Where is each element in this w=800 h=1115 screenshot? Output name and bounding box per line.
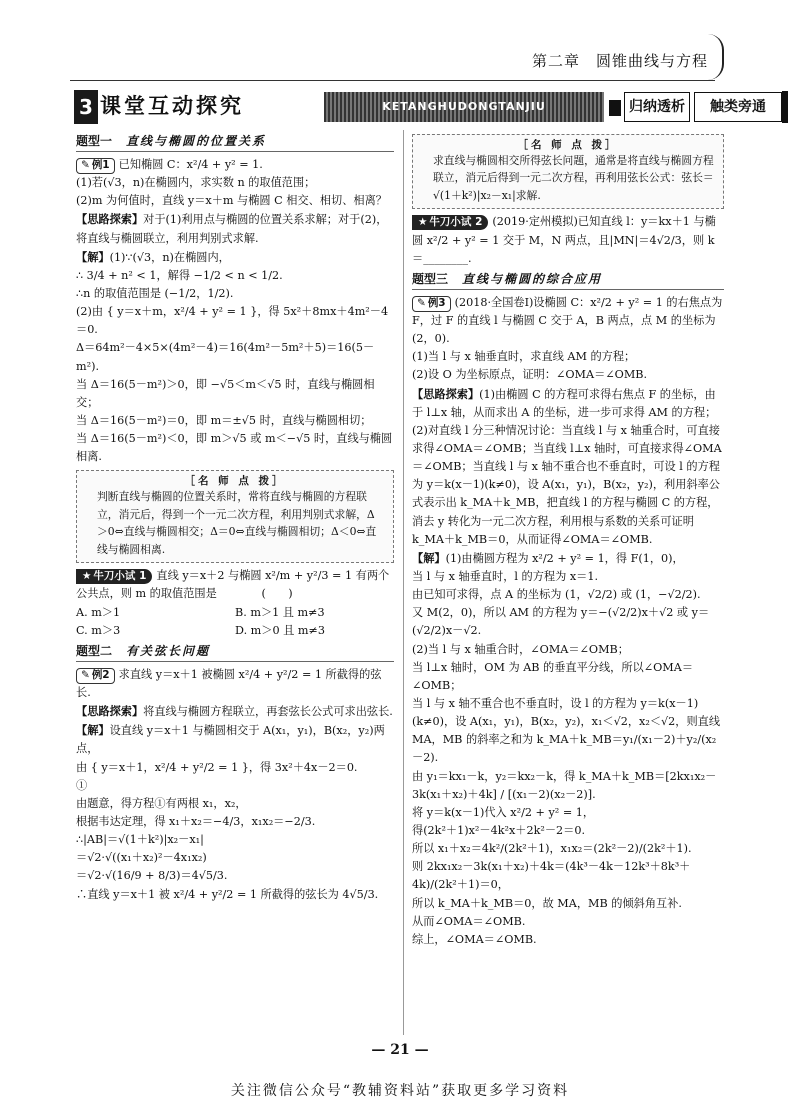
example-label: ✎ 例3	[412, 296, 451, 312]
solution-line: 从而∠OMA＝∠OMB.	[412, 914, 526, 928]
solution-line: 将 y＝k(x－1)代入 x²/2 + y² = 1，	[412, 805, 595, 819]
section-banner	[74, 90, 766, 124]
solution-line: 由 y₁＝kx₁－k，y₂＝kx₂－k，得 k_MA＋k_MB＝[2kx₁x₂－3k(x₁＋x₂)＋4k] / [(x₁－2)(x₂－2)].	[412, 769, 717, 801]
solution-label: 【解】	[76, 723, 110, 738]
solution-line: 又 M(2，0)，所以 AM 的方程为 y＝−(√2/2)x＋√2 或 y＝(√2/2)x－√2.	[412, 606, 710, 638]
solution-line: 得(2k²＋1)x²－4k²x＋2k²－2＝0.	[412, 823, 586, 837]
section-heading-2	[76, 642, 394, 662]
note-heading: ［名 师 点 拨］	[184, 475, 286, 488]
solution-line: ＝√2·√(16/9 + 8/3)＝4√5/3.	[76, 869, 228, 883]
note-heading: ［名 师 点 拨］	[517, 139, 619, 151]
section-tag: 题型一	[76, 134, 113, 148]
solution-line: ＝√2·√((x₁＋x₂)²－4x₁x₂)	[76, 851, 207, 865]
solution-line: ∴ 3/4 + n² < 1，解得 −1/2 < n < 1/2.	[76, 268, 283, 282]
solution-line: 由题意，得方程①有两根 x₁，x₂，	[76, 796, 247, 810]
practice-question: 直线 y＝x＋2 与椭圆 x²/m + y²/3 = 1 有两个公共点，则 m 的取值范围是 ( )	[76, 569, 390, 601]
solution-line: 由 { y＝x＋1，x²/4 + y²/2 = 1 }，得 3x²＋4x－2＝0. ①	[76, 760, 392, 792]
solution-label: 【解】	[412, 550, 446, 565]
footer-note: 关注微信公众号“教辅资料站”获取更多学习资料	[230, 1083, 570, 1099]
solution-line: ∴直线 y＝x＋1 被 x²/4 + y²/2 = 1 所截得的弦长为 4√5/3.	[76, 887, 379, 901]
note-text: 求直线与椭圆相交所得弦长问题，通常是将直线与椭圆方程联立，消元后得到一元二次方程，再利用弦长公式：弦长＝√(1＋k²)|x₂－x₁|求解.	[433, 154, 714, 202]
solution-line: 当 Δ＝16(5－m²)＜0，即 m＞√5 或 m＜−√5 时，直线与椭圆相离.	[76, 432, 393, 464]
solution-line: 由已知可求得，点 A 的坐标为 (1，√2/2) 或 (1，−√2/2).	[412, 588, 701, 602]
solution-line: (1)由椭圆方程为 x²/2 + y² = 1，得 F(1，0)，	[445, 551, 684, 565]
practice-label: ★ 牛刀小试 1	[76, 569, 152, 584]
example-2-solution	[76, 721, 394, 758]
think-label: 【思路探索】	[76, 704, 144, 719]
column-divider	[403, 130, 404, 1035]
example-text: (2018·全国卷Ⅰ)设椭圆 C：x²/2 + y² = 1 的右焦点为 F，过 F 的直线 l 与椭圆 C 交于 A，B 两点，点 M 的坐标为(2，0).	[412, 295, 723, 346]
option-b: B. m＞1 且 m≠3	[235, 605, 325, 619]
solution-line: (2)当 l 与 x 轴重合时，∠OMA＝∠OMB；	[412, 642, 629, 656]
left-column	[76, 130, 394, 904]
solution-line: 当 l 与 x 轴不重合也不垂直时，设 l 的方程为 y＝k(x－1)(k≠0)，设 A(x₁，y₁)，B(x₂，y₂)，x₁＜√2，x₂＜√2，则直线 MA，MB 的斜率之和为 k_MA＋k_MB＝y₁/(x₁－2)＋y₂/(x₂－2).	[412, 696, 721, 765]
example-label: ✎ 例2	[76, 668, 115, 684]
solution-line: 综上，∠OMA＝∠OMB.	[412, 932, 537, 946]
section-name: 有关弦长问题	[126, 643, 211, 658]
example-1-solution	[76, 248, 394, 267]
example-1-think	[76, 210, 394, 247]
think-text: 将直线与椭圆方程联立，再套弦长公式可求出弦长.	[143, 705, 393, 719]
section-name: 直线与椭圆的位置关系	[126, 134, 267, 148]
example-3-solution	[412, 549, 724, 568]
chapter-header: 第二章 圆锥曲线与方程	[531, 52, 708, 70]
teacher-note-2	[412, 134, 724, 209]
solution-line: ∴n 的取值范围是 (−1/2，1/2).	[76, 286, 234, 300]
teacher-note-1	[76, 470, 394, 563]
think-text: (1)由椭圆 C 的方程可求得右焦点 F 的坐标，由于 l⊥x 轴，从而求出 A 的坐标，进一步可求得 AM 的方程；(2)对直线 l 分三种情况讨论：当直线 l 与 x 轴重合时，可直接求得∠OMA＝∠OMB；当直线 l⊥x 轴时，可直接求得∠OMA＝∠OMB；当直线 l 与 x 轴不重合也不垂直时，可设 l 的方程为 y＝k(x－1)(k≠0)，设 A(x₁，y₁)，B(x₂，y₂)，利用斜率公式表示出 k_MA＋k_MB，把直线 l 的方程与椭圆 C 的方程，消去 y 转化为一元二次方程，利用根与系数的关系可证明 k_MA＋k_MB＝0，从而证得∠OMA＝∠OMB.	[412, 387, 722, 546]
practice-question: (2019·定州模拟)已知直线 l：y＝kx＋1 与椭圆 x²/2 + y² = 1 交于 M，N 两点，且|MN|＝4√2/3，则 k＝________.	[412, 215, 716, 265]
option-a: A. m＞1	[76, 605, 121, 619]
banner-tag-1: 归纳透析	[624, 92, 690, 122]
solution-line: 当 Δ＝16(5－m²)＝0，即 m＝±√5 时，直线与椭圆相切；	[76, 413, 372, 427]
example-3-think	[412, 385, 724, 549]
example-3-q1: (1)当 l 与 x 轴垂直时，求直线 AM 的方程；	[412, 350, 636, 364]
note-text: 判断直线与椭圆的位置关系时，常将直线与椭圆的方程联立，消元后，得到一个一元二次方程，利用判别式求解，Δ＞0⇔直线与椭圆相交；Δ＝0⇔直线与椭圆相切；Δ＜0⇔直线与椭圆相离.	[97, 490, 377, 556]
example-2-stem	[76, 666, 394, 702]
example-3-q2: (2)设 O 为坐标原点，证明：∠OMA＝∠OMB.	[412, 368, 648, 382]
header-rule	[70, 80, 715, 81]
solution-line: 当 l 与 x 轴垂直时，l 的方程为 x＝1.	[412, 569, 599, 583]
option-d: D. m＞0 且 m≠3	[235, 623, 325, 637]
solution-line: 则 2kx₁x₂－3k(x₁＋x₂)＋4k＝(4k³－4k－12k³＋8k³＋4k)/(2k²＋1)＝0，	[412, 860, 691, 892]
practice-1-options	[76, 604, 394, 640]
banner-square-icon	[609, 100, 621, 116]
example-label: ✎ 例1	[76, 158, 115, 174]
think-text: 对于(1)利用点与椭圆的位置关系求解；对于(2)，将直线与椭圆联立，利用判别式求解.	[76, 213, 388, 245]
think-label: 【思路探索】	[412, 386, 480, 401]
solution-label: 【解】	[76, 249, 110, 264]
banner-number: 3	[74, 90, 98, 124]
example-1-q1: (1)若(√3，n)在椭圆内，求实数 n 的取值范围；	[76, 176, 316, 190]
think-label: 【思路探索】	[76, 212, 144, 227]
section-heading-1	[76, 132, 394, 152]
example-text: 已知椭圆 C：x²/4 + y² = 1.	[118, 158, 263, 171]
solution-line: 所以 k_MA＋k_MB＝0，故 MA，MB 的倾斜角互补.	[412, 896, 682, 910]
practice-2	[412, 213, 724, 267]
banner-title: 课堂互动探究	[100, 94, 244, 118]
page-number: — 21 —	[371, 1042, 429, 1058]
solution-line: Δ＝64m²－4×5×(4m²－4)＝16(4m²－5m²＋5)＝16(5－m²).	[76, 341, 375, 373]
solution-line: (2)由 { y＝x＋m，x²/4 + y² = 1 }，得 5x²＋8mx＋4m²－4＝0.	[76, 305, 389, 337]
example-text: 求直线 y＝x＋1 被椭圆 x²/4 + y²/2 = 1 所截得的弦长.	[76, 667, 382, 700]
banner-pinyin: KETANGHUDONGTANJIU	[382, 100, 546, 113]
solution-line: ∴|AB|＝√(1＋k²)|x₂－x₁|	[76, 833, 204, 847]
practice-label: ★ 牛刀小试 2	[412, 215, 488, 230]
solution-line: (1)∵(√3，n)在椭圆内，	[109, 250, 230, 264]
section-heading-3	[412, 270, 724, 290]
right-column	[412, 130, 724, 949]
example-3-stem	[412, 294, 724, 348]
practice-1	[76, 567, 394, 603]
banner-stripe	[324, 92, 604, 122]
example-1-stem	[76, 156, 394, 174]
section-tag: 题型二	[76, 643, 113, 658]
section-tag: 题型三	[412, 271, 449, 286]
example-2-think	[76, 702, 394, 721]
solution-line: 当 l⊥x 轴时，OM 为 AB 的垂直平分线，所以∠OMA＝∠OMB；	[412, 660, 694, 692]
example-1-q2: (2)m 为何值时，直线 y＝x＋m 与椭圆 C 相交、相切、相离？	[76, 194, 387, 208]
section-name: 直线与椭圆的综合应用	[462, 271, 603, 286]
page-curve-decoration	[708, 34, 724, 80]
solution-line: 设直线 y＝x＋1 与椭圆相交于 A(x₁，y₁)，B(x₂，y₂)两点，	[76, 724, 385, 756]
option-c: C. m＞3	[76, 623, 121, 637]
solution-line: 根据韦达定理，得 x₁＋x₂＝−4/3，x₁x₂＝−2/3.	[76, 815, 316, 829]
solution-line: 当 Δ＝16(5－m²)＞0，即 −√5＜m＜√5 时，直线与椭圆相交；	[76, 377, 375, 409]
banner-tag-2: 触类旁通	[694, 92, 782, 122]
solution-line: 所以 x₁＋x₂＝4k²/(2k²＋1)，x₁x₂＝(2k²－2)/(2k²＋1).	[412, 842, 692, 856]
